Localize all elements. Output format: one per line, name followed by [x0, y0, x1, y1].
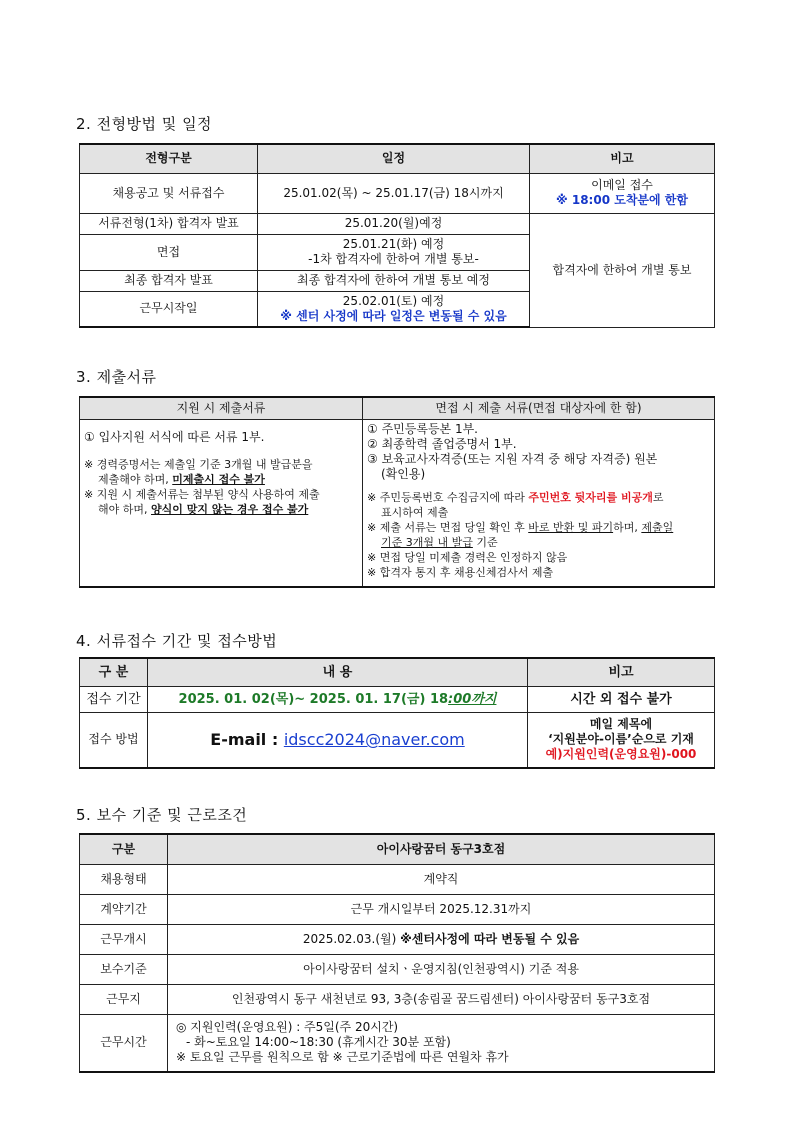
- period-label: 접수 기간: [80, 686, 148, 712]
- interview-note-1-tail: 로: [652, 490, 664, 504]
- interview-docs-cell: [363, 419, 715, 587]
- apply-note-1: ※ 경력증명서는 제출일 기준 3개월 내 발급분을: [84, 457, 313, 471]
- start-date: 25.02.01(토) 예정: [342, 293, 445, 308]
- contract-period-value: 근무 개시일부터 2025.12.31까지: [168, 894, 715, 924]
- contract-period-label: 계약기간: [80, 894, 168, 924]
- period-time: :00까지: [448, 691, 497, 707]
- email-label: E-mail :: [210, 730, 284, 750]
- row-recruit-date: 25.01.02(목) ~ 25.01.17(금) 18시까지: [258, 173, 530, 213]
- apply-note-1-warning: 미제출시 접수 불가: [172, 472, 265, 486]
- schedule-table: [79, 143, 715, 328]
- work-start-value: [168, 924, 715, 954]
- row-recruit-note: [530, 173, 715, 213]
- method-remark: [528, 712, 715, 768]
- interview-note-1: ※ 주민등록번호 수집금지에 따라: [367, 490, 529, 504]
- interview-note-2-ul3: 기준 3개월 내 발급: [381, 535, 473, 549]
- row-interview-date: [258, 234, 530, 270]
- application-table: [79, 657, 715, 769]
- interview-note-2-mid: 하며,: [613, 520, 642, 534]
- row-start-date: [258, 291, 530, 327]
- conditions-table: [79, 833, 715, 1073]
- period-dates: 2025. 01. 02(목)~ 2025. 01. 17(금) 18: [178, 691, 449, 707]
- section-title-application: 4. 서류접수 기간 및 접수방법: [76, 632, 278, 650]
- apply-note-2: ※ 지원 시 제출서류는 첨부된 양식 사용하여 제출: [84, 487, 320, 501]
- row-final-label: 최종 합격자 발표: [80, 270, 258, 291]
- apply-doc-1: ① 입사지원 서식에 따른 서류 1부.: [84, 429, 265, 444]
- header-note: 비고: [530, 144, 715, 173]
- deadline-note: ※ 18:00 도착분에 한함: [556, 193, 688, 207]
- interview-note-2: ※ 제출 서류는 면접 당일 확인 후: [367, 520, 529, 534]
- header-division: 구분: [80, 834, 168, 864]
- email-receipt-text: 이메일 접수: [591, 178, 653, 192]
- row-recruit-label: 채용공고 및 서류접수: [80, 173, 258, 213]
- section-title-conditions: 5. 보수 기준 및 근로조건: [76, 806, 248, 824]
- interview-note-2-ul1: 바로 반환 및 파기: [528, 520, 614, 534]
- header-division: 구 분: [80, 658, 148, 686]
- interview-date: 25.01.21(화) 예정: [342, 237, 445, 251]
- interview-doc-2: ② 최종학력 졸업증명서 1부.: [367, 436, 517, 451]
- row-interview-label: 면접: [80, 234, 258, 270]
- start-change-notice: ※ 센터 사정에 따라 일정은 변동될 수 있음: [280, 308, 507, 323]
- method-value: [148, 712, 528, 768]
- interview-note-2-tail: 기준: [472, 535, 498, 549]
- work-start-label: 근무개시: [80, 924, 168, 954]
- work-hours-label: 근무시간: [80, 1014, 168, 1072]
- work-hours-schedule: - 화~토요일 14:00~18:30 (휴게시간 30분 포함): [186, 1035, 451, 1050]
- work-start-note: ※센터사정에 따라 변동될 수 있음: [400, 931, 580, 946]
- pay-standard-label: 보수기준: [80, 954, 168, 984]
- workplace-value: 인천광역시 동구 새천년로 93, 3층(송림골 꿈드림센터) 아이사랑꿈터 동구3호점: [168, 984, 715, 1014]
- workplace-label: 근무지: [80, 984, 168, 1014]
- header-center-name: 아이사랑꿈터 동구3호점: [168, 834, 715, 864]
- employment-type-label: 채용형태: [80, 864, 168, 894]
- interview-note-4: ※ 합격자 통지 후 채용신체검사서 제출: [367, 565, 554, 579]
- row-final-date: 최종 합격자에 한하여 개별 통보 예정: [258, 270, 530, 291]
- interview-note-1-highlight: 주민번호 뒷자리를 비공개: [528, 490, 653, 504]
- email-link[interactable]: idscc2024@naver.com: [283, 730, 465, 750]
- header-remark: 비고: [528, 658, 715, 686]
- merged-note: 합격자에 한하여 개별 통보: [530, 213, 715, 327]
- work-start-date: 2025.02.03.(월): [302, 931, 401, 946]
- work-hours-value: [168, 1014, 715, 1072]
- pay-standard-value: 아이사랑꿈터 설치ㆍ운영지침(인천광역시) 기준 적용: [168, 954, 715, 984]
- apply-note-2-cont: 해야 하며,: [98, 502, 151, 516]
- interview-doc-3: ③ 보육교사자격증(또는 지원 자격 중 해당 자격증) 원본: [367, 451, 658, 466]
- apply-note-2-warning: 양식이 맞지 않는 경우 접수 불가: [151, 502, 309, 516]
- row-doc-result-date: 25.01.20(월)예정: [258, 213, 530, 234]
- period-value: [148, 686, 528, 712]
- work-hours-role: ◎ 지원인력(운영요원) : 주5일(주 20시간): [176, 1020, 399, 1035]
- interview-notice: -1차 합격자에 한하여 개별 통보-: [308, 252, 479, 266]
- header-schedule: 일정: [258, 144, 530, 173]
- interview-note-2-ul2: 제출일: [641, 520, 674, 534]
- interview-doc-1: ① 주민등록등본 1부.: [367, 421, 478, 436]
- mail-subject-format: ‘지원분야-이름’순으로 기재: [548, 732, 694, 747]
- apply-note-1-cont: 제출해야 하며,: [98, 472, 173, 486]
- documents-table: [79, 396, 715, 588]
- period-remark: 시간 외 접수 불가: [528, 686, 715, 712]
- interview-note-1-cont: 표시하여 제출: [381, 505, 449, 519]
- method-label: 접수 방법: [80, 712, 148, 768]
- section-title-schedule: 2. 전형방법 및 일정: [76, 115, 213, 133]
- row-doc-result-label: 서류전형(1차) 합격자 발표: [80, 213, 258, 234]
- section-title-documents: 3. 제출서류: [76, 368, 157, 386]
- header-category: 전형구분: [80, 144, 258, 173]
- mail-subject-example: 예)지원인력(운영요원)-000: [545, 747, 697, 762]
- work-hours-notes: ※ 토요일 근무를 원칙으로 함 ※ 근로기준법에 따른 연월차 휴가: [176, 1050, 509, 1065]
- header-content: 내 용: [148, 658, 528, 686]
- header-apply-docs: 지원 시 제출서류: [80, 397, 363, 419]
- header-interview-docs: 면접 시 제출 서류(면접 대상자에 한 함): [363, 397, 715, 419]
- employment-type-value: 계약직: [168, 864, 715, 894]
- interview-note-3: ※ 면접 당일 미제출 경력은 인정하지 않음: [367, 550, 568, 564]
- mail-subject-label: 메일 제목에: [589, 717, 653, 732]
- row-start-label: 근무시작일: [80, 291, 258, 327]
- apply-docs-cell: [80, 419, 363, 587]
- interview-doc-3-cont: (확인용): [381, 466, 426, 481]
